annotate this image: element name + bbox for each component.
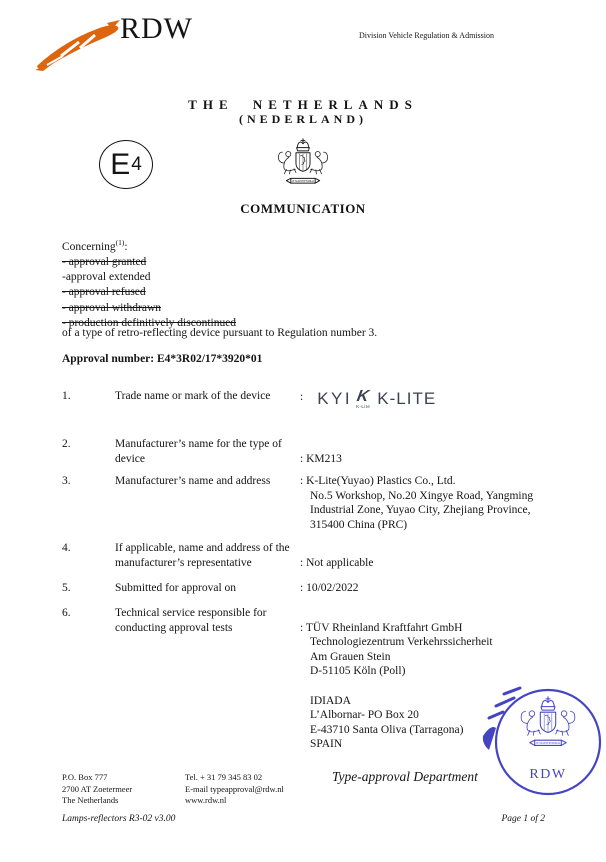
item-row-1 [62,389,436,409]
item-value: : TÜV Rheinland Kraftfahrt GmbH [300,621,463,634]
item-number: 4. [62,542,71,554]
item-value: : Not applicable [300,556,374,569]
item-value: : KM213 [300,452,342,465]
item-value: E-43710 Santa Oliva (Tarragona) [310,723,464,736]
footer-address-line: P.O. Box 777 [62,772,108,782]
item-value: Am Grauen Stein [310,650,391,663]
item-value: No.5 Workshop, No.20 Xingye Road, Yangming [310,489,534,502]
option-approval-granted: - approval granted [62,256,147,268]
kyi-logo-text: KYI [317,389,353,408]
rdw-approval-stamp [480,680,606,802]
item-label: Technical service responsible for [115,607,267,619]
document-reference: Lamps-reflectors R3-02 v3.00 [62,814,176,824]
item-label: Manufacturer’s name for the type of [115,438,282,450]
item-number: 3. [62,475,71,487]
footer-contact-line: E-mail typeapproval@rdw.nl [185,783,284,794]
item-value: L’Albornar- PO Box 20 [310,709,419,722]
footer-contact [185,772,284,807]
concerning-word: Concerning [62,240,116,253]
communication-heading: COMMUNICATION [240,201,366,216]
subject-line: of a type of retro-reflecting device pursuant to Regulation number 3. [62,327,378,339]
item-value: : 10/02/2022 [300,582,359,594]
item-row-2 [62,437,342,466]
k-symbol-subtext: K-Lite [356,404,371,409]
item-row-3 [62,474,533,532]
page-number: Page 1 of 2 [501,814,545,824]
item-label: Trade name or mark of the device [115,390,271,402]
klite-symbol-icon [356,390,370,409]
item-value: IDIADA [310,694,351,707]
k-symbol-letter: K [355,388,371,405]
item-row-5 [62,581,358,596]
item-value: 315400 China (PRC) [310,518,408,531]
footer-address [62,772,132,807]
option-production-discontinued: - production definitively discontinued [62,316,237,329]
option-approval-refused: - approval refused [62,286,146,299]
footer-contact-line: Tel. + 31 79 345 83 02 [185,772,263,782]
concerning-label [62,236,128,254]
item-label: manufacturer’s representative [115,556,252,569]
country-native-title: (NEDERLAND) [239,112,367,126]
option-approval-extended: -approval extended [62,271,151,284]
footer-address-line: The Netherlands [62,795,119,805]
option-approval-withdrawn: - approval withdrawn [62,301,161,314]
item-value: SPAIN [310,738,343,751]
rdw-wing-logo-icon [33,18,121,72]
item-value: Technologiezentrum Verkehrssicherheit [310,636,493,649]
item-label: conducting approval tests [115,621,233,634]
item-number: 5. [62,582,71,594]
concerning-options [62,255,236,331]
netherlands-coat-of-arms-icon [271,136,335,190]
klite-logo-text: K-LITE [377,389,437,408]
approval-number: Approval number: E4*3R02/17*3920*01 [62,353,263,365]
department-signature-label: Type-approval Department [332,769,478,784]
item-label: If applicable, name and address of the [115,542,290,554]
stamp-rdw-text: RDW [529,767,567,782]
item-number: 6. [62,607,71,619]
item-row-6 [62,606,493,752]
e-mark-letter: E [110,147,131,181]
country-title: THE NETHERLANDS [188,97,418,112]
item-label: Submitted for approval on [115,582,237,594]
trade-mark-logo [300,390,436,409]
e4-approval-mark [99,140,153,189]
item-number: 2. [62,438,71,450]
footer-address-line: 2700 AT Zoetermeer [62,783,133,794]
item-value: Industrial Zone, Yuyao City, Zhejiang Province, [310,504,531,517]
item-label: device [115,452,146,465]
item-number: 1. [62,390,71,402]
item-label: Manufacturer’s name and address [115,475,271,487]
concerning-colon: : [124,240,128,253]
footnote-ref: (1) [115,238,125,247]
item-value: D-51105 Köln (Poll) [310,665,406,678]
value-colon: : [300,391,304,403]
division-label: Division Vehicle Regulation & Admission [359,31,494,40]
item-row-4 [62,541,373,570]
footer-contact-line: www.rdw.nl [185,795,227,805]
rdw-logo-text: RDW [120,12,193,45]
item-value: : K-Lite(Yuyao) Plastics Co., Ltd. [300,475,456,487]
e-mark-number: 4 [131,154,142,175]
